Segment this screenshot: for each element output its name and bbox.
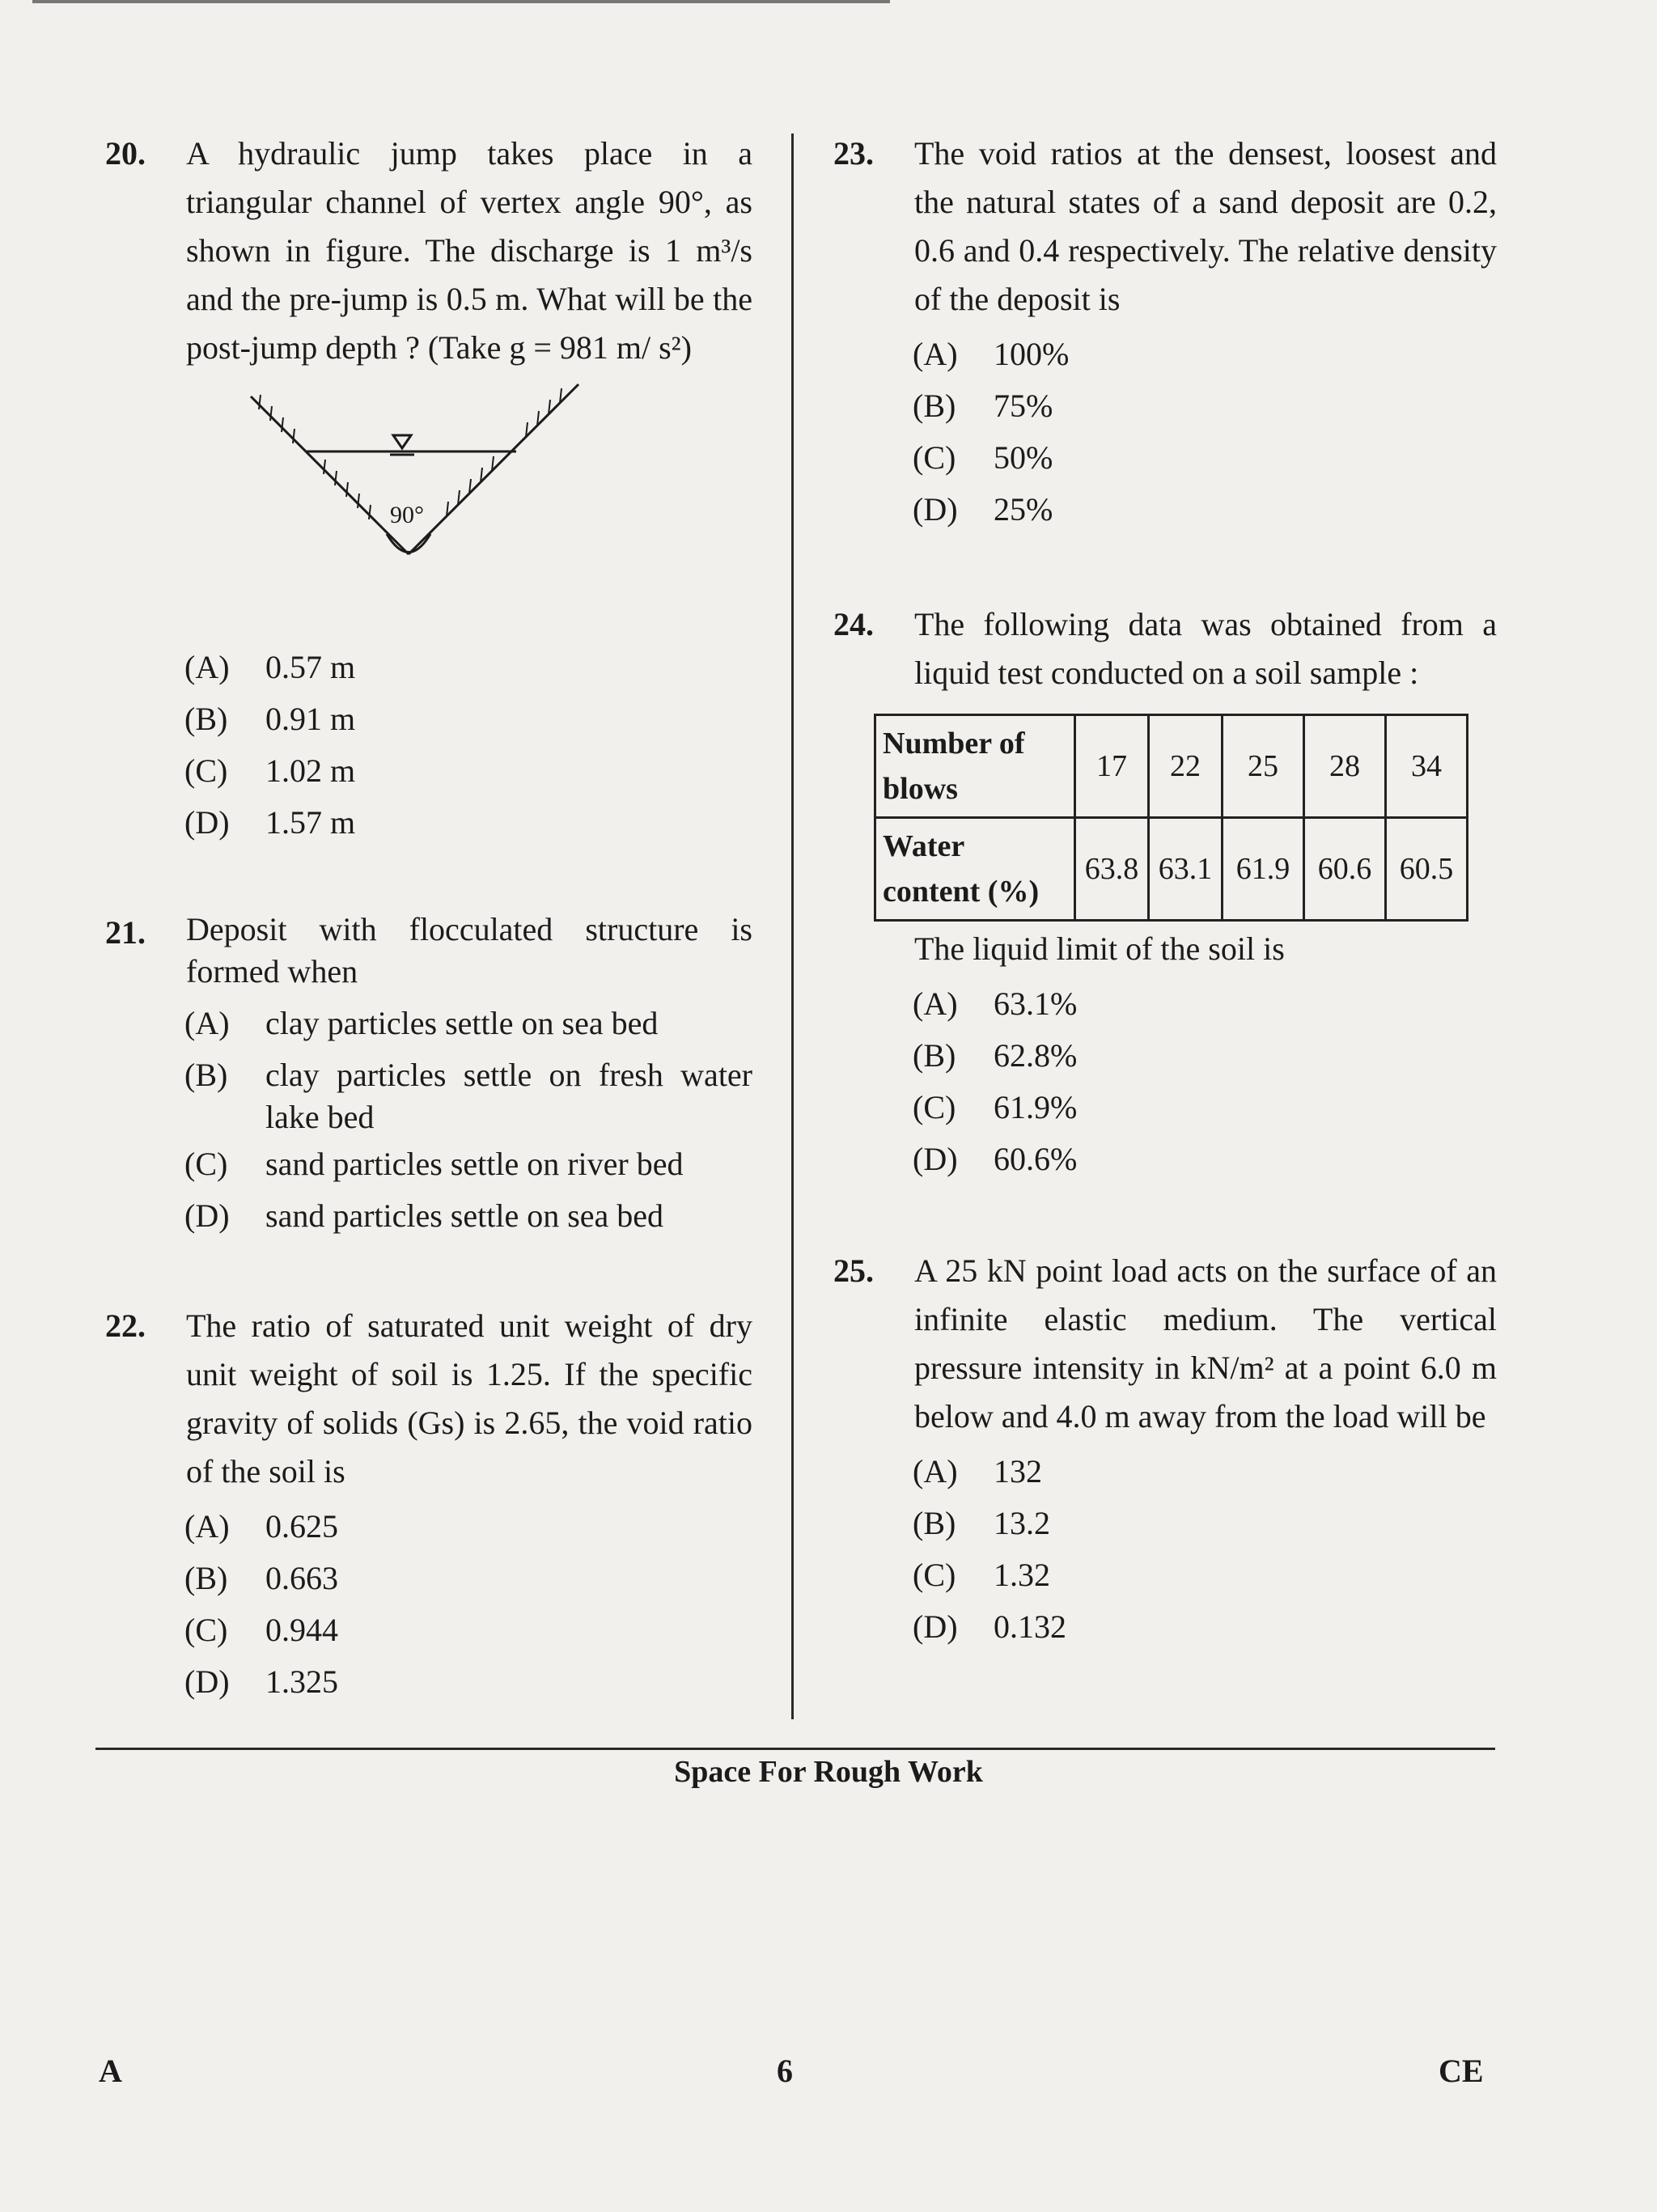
table-cell: 61.9 (1223, 818, 1304, 921)
question-text: Deposit with flocculated structure is formed when (186, 911, 752, 989)
option-c[interactable]: (C) 50% (913, 439, 1053, 476)
column-divider (791, 133, 794, 1719)
option-a[interactable]: (A) clay particles settle on sea bed (184, 1005, 659, 1041)
question-number: 21. (105, 914, 146, 951)
option-d[interactable]: (D) 25% (913, 491, 1053, 528)
option-b[interactable]: (B) clay particles settle on fresh water lake bed (184, 1057, 752, 1135)
question-number: 25. (833, 1252, 874, 1289)
options-list (913, 1446, 1497, 1653)
question-21 (105, 909, 752, 1242)
option-d[interactable]: (D) 60.6% (913, 1141, 1078, 1177)
right-column (833, 129, 1497, 1653)
question-text: The void ratios at the densest, loosest and the natural states of a sand deposit are 0.2, 0.6 and 0.4 respectively. The relative density of the deposit is (914, 135, 1497, 317)
left-column (105, 129, 752, 1708)
option-c[interactable]: (C) sand particles settle on river bed (184, 1146, 684, 1182)
question-followup-text: The liquid limit of the soil is (914, 930, 1285, 967)
option-c[interactable]: (C) 61.9% (913, 1089, 1078, 1125)
option-d[interactable]: (D) 1.325 (184, 1663, 338, 1700)
option-d[interactable]: (D) sand particles settle on sea bed (184, 1197, 664, 1234)
option-a[interactable]: (A) 100% (913, 336, 1070, 372)
option-d[interactable]: (D) 0.132 (913, 1608, 1066, 1645)
question-20 (105, 129, 752, 849)
question-text: The following data was obtained from a liquid test conducted on a soil sample : (914, 606, 1497, 691)
table-cell: 25 (1223, 715, 1304, 818)
footer-booklet-series: A (99, 2053, 122, 2089)
vertex-angle-label: 90° (390, 502, 424, 528)
options-list (913, 978, 1497, 1185)
question-22 (105, 1302, 752, 1708)
table-cell: 60.5 (1386, 818, 1468, 921)
options-list (184, 642, 752, 849)
option-b[interactable]: (B) 0.91 m (184, 701, 356, 737)
option-b[interactable]: (B) 75% (913, 388, 1053, 424)
option-b[interactable]: (B) 13.2 (913, 1505, 1050, 1541)
question-24 (833, 600, 1497, 1185)
table-cell: 63.8 (1075, 818, 1149, 921)
option-a[interactable]: (A) 0.625 (184, 1508, 338, 1545)
liquid-limit-table (874, 714, 1468, 922)
top-scan-line (32, 0, 890, 3)
option-c[interactable]: (C) 0.944 (184, 1612, 338, 1648)
question-number: 24. (833, 606, 874, 642)
options-list (184, 998, 752, 1242)
option-a[interactable]: (A) 63.1% (913, 985, 1078, 1022)
question-text: The ratio of saturated unit weight of dry unit weight of soil is 1.25. If the specific gravity of solids (Gs) is 2.65, the void ratio of the soil is (186, 1307, 752, 1489)
options-list (913, 328, 1497, 536)
option-c[interactable]: (C) 1.02 m (184, 752, 356, 789)
question-number: 23. (833, 135, 874, 172)
footer-subject-code: CE (1439, 2053, 1484, 2089)
question-text: A 25 kN point load acts on the surface of an infinite elastic medium. The vertical pressure intensity in kN/m² at a point 6.0 m below and 4.0 m away from the load will be (914, 1252, 1497, 1434)
triangular-channel-figure (235, 380, 607, 591)
question-text: A hydraulic jump takes place in a triangular channel of vertex angle 90°, as shown in figure. The discharge is 1 m³/s and the pre-jump is 0.5 m. What will be the post-jump depth ? (Take g = 981 m/ s²) (186, 135, 752, 366)
question-number: 22. (105, 1307, 146, 1344)
table-cell: 28 (1304, 715, 1386, 818)
table-row (875, 818, 1468, 921)
table-header-cell: Water content (%) (875, 818, 1075, 921)
question-number: 20. (105, 135, 146, 172)
table-cell: 17 (1075, 715, 1149, 818)
table-header-cell: Number of blows (875, 715, 1075, 818)
question-25 (833, 1247, 1497, 1653)
question-23 (833, 129, 1497, 536)
table-cell: 34 (1386, 715, 1468, 818)
table-cell: 22 (1149, 715, 1223, 818)
option-c[interactable]: (C) 1.32 (913, 1557, 1050, 1593)
option-b[interactable]: (B) 0.663 (184, 1560, 338, 1596)
option-b[interactable]: (B) 62.8% (913, 1037, 1078, 1074)
table-row (875, 715, 1468, 818)
option-d[interactable]: (D) 1.57 m (184, 804, 356, 841)
table-cell: 63.1 (1149, 818, 1223, 921)
rough-work-rule (95, 1748, 1495, 1750)
footer-page-number: 6 (777, 2053, 793, 2089)
option-a[interactable]: (A) 132 (913, 1453, 1042, 1489)
options-list (184, 1501, 752, 1708)
option-a[interactable]: (A) 0.57 m (184, 649, 356, 685)
table-cell: 60.6 (1304, 818, 1386, 921)
rough-work-heading: Space For Rough Work (674, 1755, 983, 1789)
